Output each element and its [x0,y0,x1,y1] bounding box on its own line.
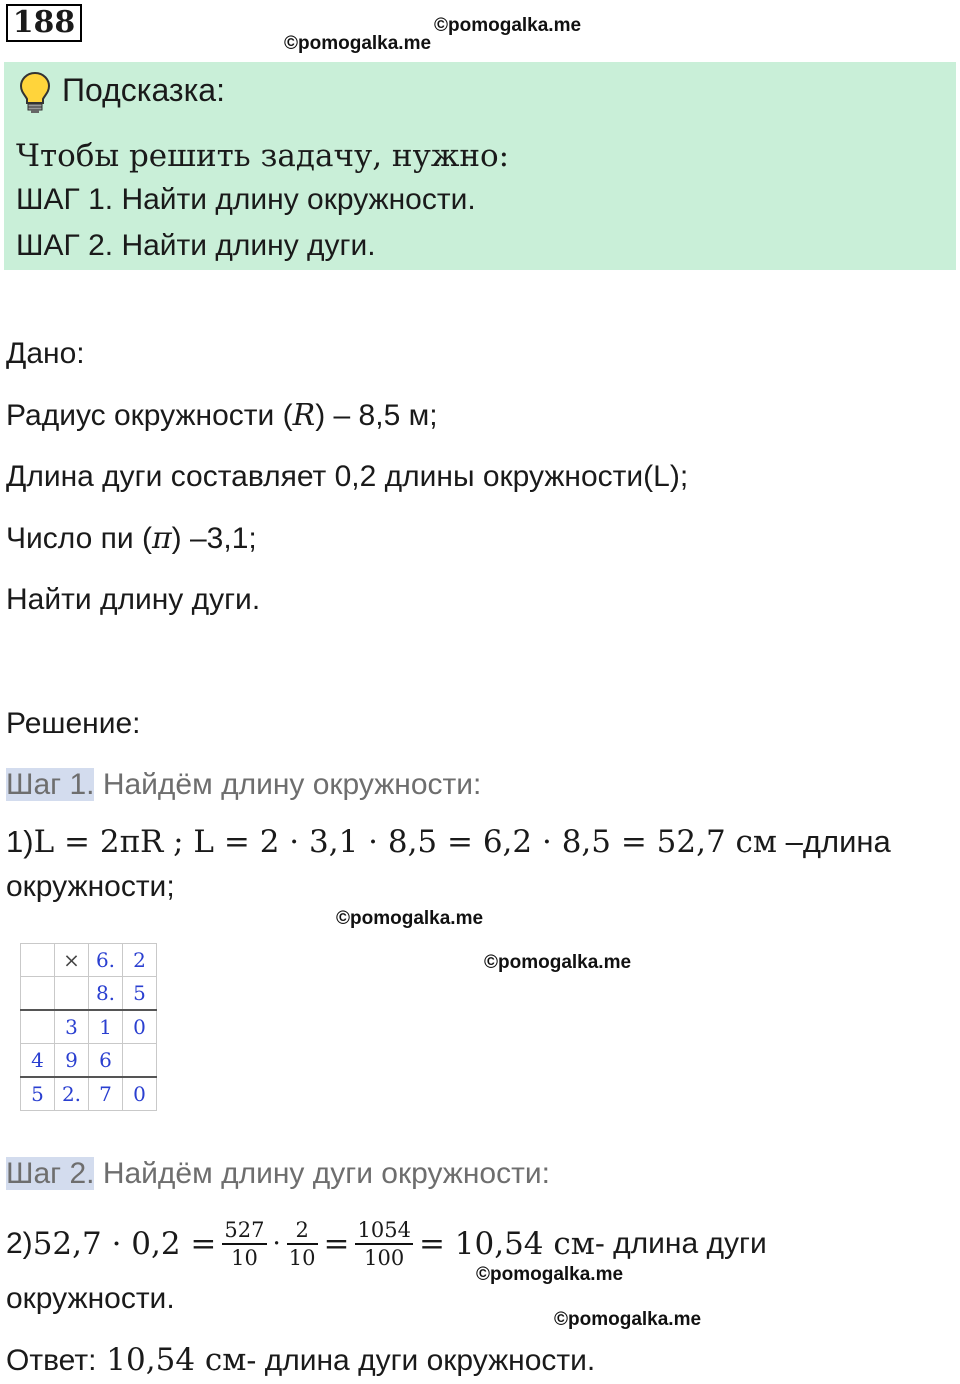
answer-label: Ответ: [6,1344,97,1377]
calc-2-result: = 10,54 см [418,1226,595,1262]
hint-title: Подсказка: [62,72,225,108]
hint-box [4,62,956,270]
calc-1-formula: L = 2πR ; L = 2 · 3,1 · 8,5 = 6,2 · 8,5 = 52,7 см [33,824,778,860]
calc-1 [6,824,891,860]
answer-text: - длина дуги окружности. [246,1344,596,1377]
fraction-3-denominator: 100 [364,1246,405,1270]
calc-2-suffix: - длина дуги [594,1227,767,1260]
task-number: 188 [6,4,82,42]
given-arc-ratio: Длина дуги составляет 0,2 длины окружности(L); [6,460,689,493]
grid-cell: 2. [55,1077,89,1111]
answer-value: 10,54 см [96,1342,247,1378]
hint-intro: Чтобы решить задачу, нужно: [16,138,510,174]
solution-heading: Решение: [6,707,141,740]
fraction-3-numerator: 1054 [355,1217,412,1245]
fraction-2-numerator: 2 [287,1217,318,1245]
calc-1-line-2: окружности; [6,870,175,903]
watermark: ©pomogalka.me [284,33,432,54]
hint-step-1-label: ШАГ 1. [16,183,114,216]
calc-2-prefix: 2) [6,1227,33,1260]
fraction-2-denominator: 10 [288,1246,316,1270]
given-radius [6,398,438,433]
solution-step-1 [6,768,481,802]
watermark: ©pomogalka.me [434,15,582,36]
given-radius-value: ) – 8,5 м; [315,399,438,432]
watermark: ©pomogalka.me [554,1309,702,1330]
grid-cell [21,977,55,1011]
grid-cell: 0 [123,1010,157,1044]
hint-step-1-text: Найти длину окружности. [113,183,476,216]
grid-cell: 8. [89,977,123,1011]
hint-step-1 [16,183,476,217]
fraction-1-numerator: 527 [222,1217,266,1245]
column-multiplication [20,943,157,1111]
given-heading: Дано: [6,337,85,370]
grid-cell: 6 [89,1044,123,1078]
step-1-label: Шаг 1. [6,768,95,801]
given-pi-value: ) –3,1; [171,522,257,555]
grid-cell: 5 [123,977,157,1011]
given-pi-text: Число пи ( [6,522,152,555]
hint-step-2 [16,229,376,263]
multiply-dot: · [272,1229,281,1259]
hint-step-2-text: Найти длину дуги. [113,229,376,262]
equals-sign: = [323,1226,350,1262]
calc-2-line-2: окружности. [6,1282,175,1315]
grid-cell: 5 [21,1077,55,1111]
watermark: ©pomogalka.me [476,1264,624,1285]
fraction-3 [355,1217,412,1271]
calc-1-prefix: 1) [6,824,34,859]
calc-1-suffix: –длина [777,824,891,859]
grid-cell: × [55,944,89,977]
answer [6,1342,595,1378]
watermark: ©pomogalka.me [336,908,484,929]
calc-2-lhs: 52,7 · 0,2 = [32,1226,217,1262]
fraction-1 [222,1217,266,1271]
grid-cell: 0 [123,1077,157,1111]
solution-step-2 [6,1157,550,1191]
grid-cell: 2 [123,944,157,977]
grid-cell: 7 [89,1077,123,1111]
step-1-text: Найдём длину окружности: [94,768,482,801]
lightbulb-icon [18,70,52,114]
given-pi [6,521,257,556]
step-2-label: Шаг 2. [6,1157,95,1190]
fraction-2 [287,1217,318,1271]
fraction-1-denominator: 10 [231,1246,258,1270]
grid-cell: 4 [21,1044,55,1078]
pi-variable: π [151,521,172,556]
watermark: ©pomogalka.me [484,952,632,973]
grid-cell [21,944,55,977]
grid-cell: 6. [89,944,123,977]
grid-cell: 1 [89,1010,123,1044]
grid-cell: 9 [55,1044,89,1078]
grid-cell: 3 [55,1010,89,1044]
step-2-text: Найдём длину дуги окружности: [94,1157,550,1190]
grid-cell [55,977,89,1011]
given-find: Найти длину дуги. [6,583,261,616]
given-radius-text: Радиус окружности ( [6,399,293,432]
radius-variable: R [292,398,316,433]
hint-step-2-label: ШАГ 2. [16,229,114,262]
calc-2 [6,1212,767,1276]
grid-cell [123,1044,157,1078]
grid-cell [21,1010,55,1044]
